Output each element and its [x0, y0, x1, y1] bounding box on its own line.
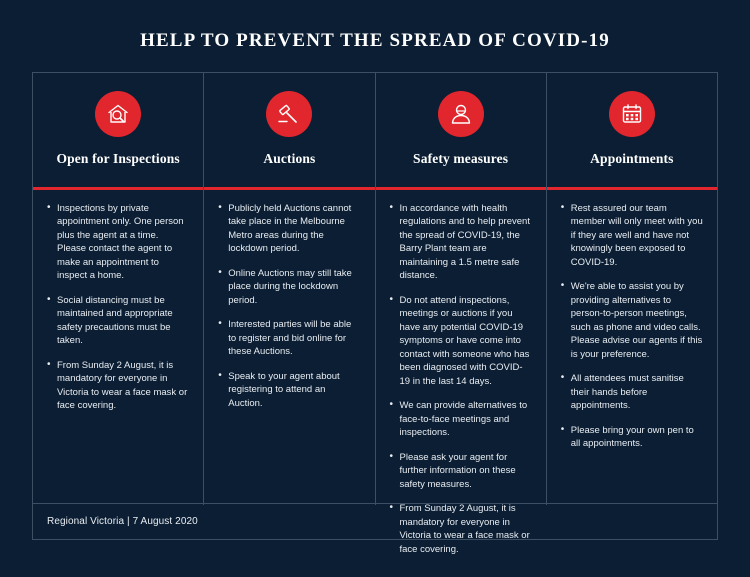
column-header — [376, 73, 546, 187]
column-header — [547, 73, 717, 187]
list-item: • All attendees must sanitise their hands before appointments. — [561, 372, 703, 412]
column-heading: Open for Inspections — [56, 151, 180, 166]
column-heading: Safety measures — [413, 151, 509, 166]
column-body — [547, 190, 717, 472]
list-item: • Please ask your agent for further information on these safety measures. — [390, 451, 532, 491]
list-item: • From Sunday 2 August, it is mandatory for everyone in Victoria to wear a face mask or face covering. — [47, 359, 189, 413]
column-header — [204, 73, 374, 187]
column-appointments — [547, 73, 717, 505]
column-header — [33, 73, 203, 187]
list-item: • Do not attend inspections, meetings or auctions if you have any potential COVID-19 symptoms or have come into contact with someone who has been diagnosed with COVID-19 in the last 14 days. — [390, 294, 532, 388]
list-item: • Please bring your own pen to all appointments. — [561, 424, 703, 451]
calendar-icon — [609, 91, 655, 137]
column-heading: Appointments — [590, 151, 674, 166]
column-safety-measures — [376, 73, 547, 555]
column-open-for-inspections — [33, 73, 204, 505]
column-auctions — [204, 73, 375, 505]
list-item: • Interested parties will be able to register and bid online for these Auctions. — [218, 318, 360, 358]
footer-caption: Regional Victoria | 7 August 2020 — [47, 516, 198, 527]
footer-bar — [33, 503, 717, 539]
person-mask-icon — [438, 91, 484, 137]
list-item: • Rest assured our team member will only meet with you if they are well and have not knowingly been exposed to COVID-19. — [561, 202, 703, 269]
content-panel — [32, 72, 718, 555]
column-body — [204, 190, 374, 431]
list-item: • From Sunday 2 August, it is mandatory for everyone in Victoria to wear a face mask or face covering. — [390, 502, 532, 556]
gavel-icon — [266, 91, 312, 137]
list-item: • Speak to your agent about registering to attend an Auction. — [218, 370, 360, 410]
column-heading: Auctions — [263, 151, 316, 166]
list-item: • Social distancing must be maintained and appropriate safety precautions must be taken. — [47, 294, 189, 348]
list-item: • Publicly held Auctions cannot take place in the Melbourne Metro areas during the lockdown period. — [218, 202, 360, 256]
bullet-list — [47, 202, 189, 413]
bullet-list — [561, 202, 703, 451]
list-item: • Inspections by private appointment only. One person plus the agent at a time. Please contact the agent to make an appointment to inspect a home. — [47, 202, 189, 283]
bullet-list — [218, 202, 360, 410]
list-item: • In accordance with health regulations and to help prevent the spread of COVID-19, the Barry Plant team are maintaining a 1.5 metre safe distance. — [390, 202, 532, 283]
column-body — [33, 190, 203, 434]
list-item: • Online Auctions may still take place during the lockdown period. — [218, 267, 360, 307]
page-title: HELP TO PREVENT THE SPREAD OF COVID-19 — [140, 30, 610, 51]
list-item: • We're able to assist you by providing alternatives to person-to-person meetings, such as phone and video calls. Please advise our agents if this is your preference. — [561, 280, 703, 361]
house-magnifier-icon — [95, 91, 141, 137]
list-item: • We can provide alternatives to face-to-face meetings and inspections. — [390, 399, 532, 439]
